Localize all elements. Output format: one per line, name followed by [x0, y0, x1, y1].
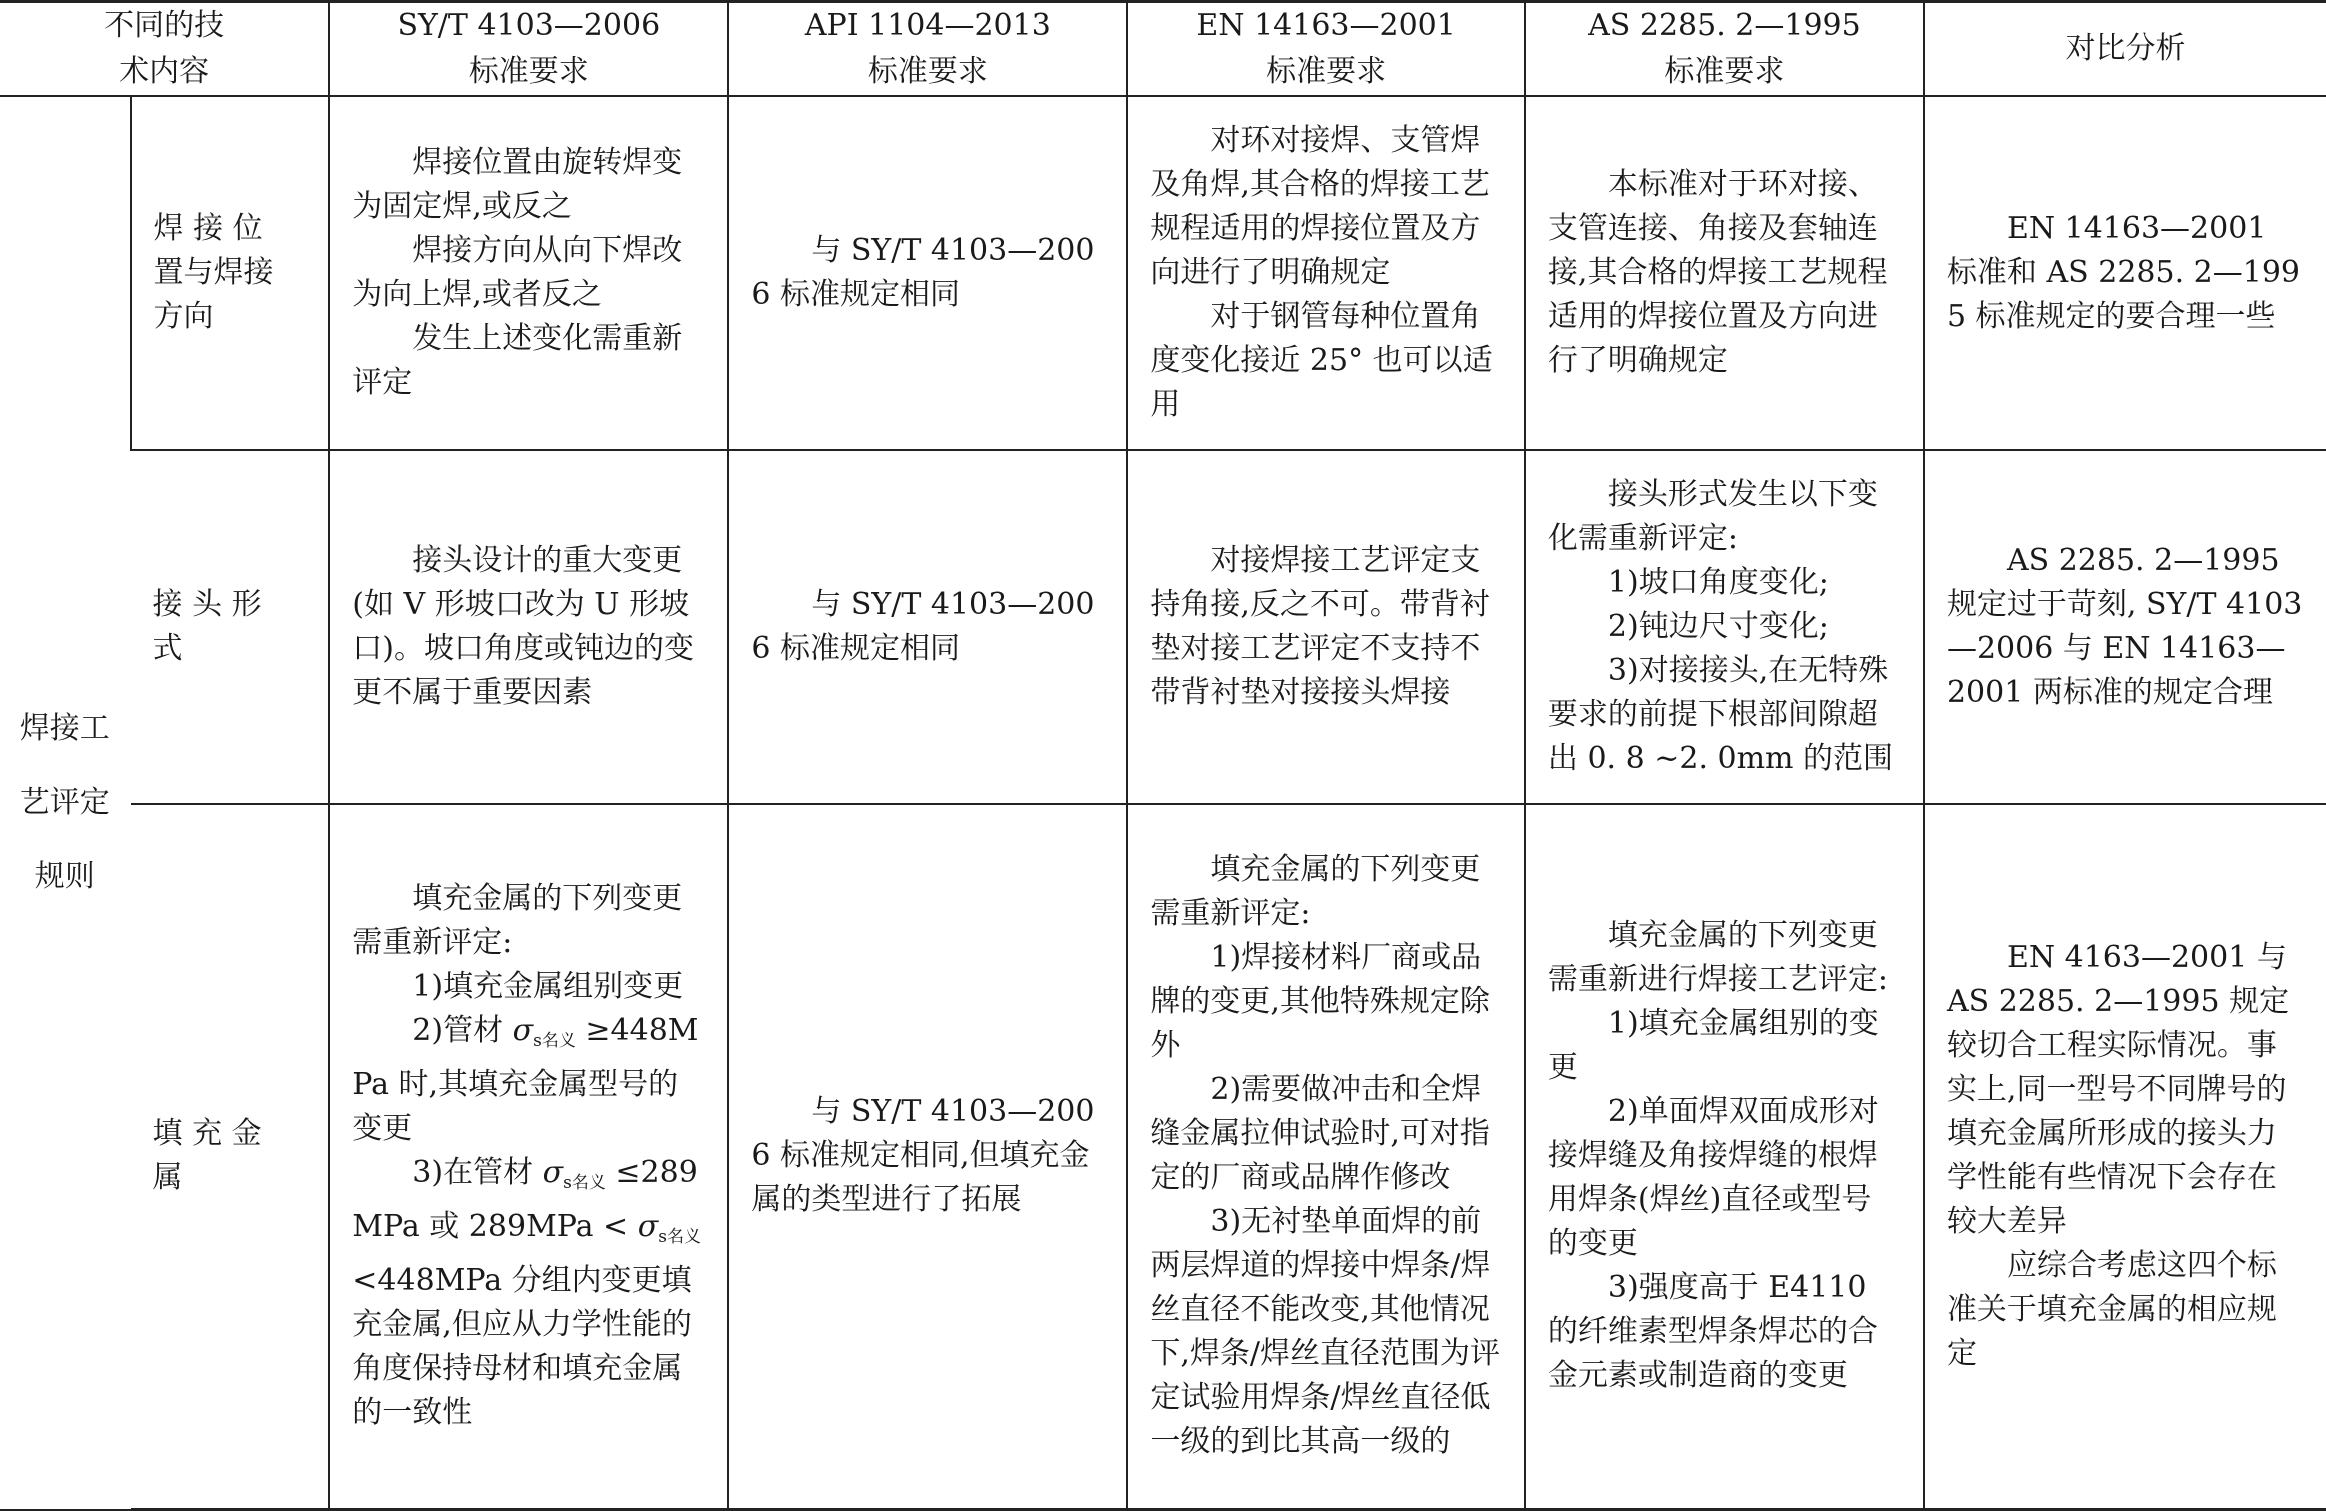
- row-label-welding-position: [131, 96, 330, 450]
- sigma-symbol: σ: [637, 1209, 659, 1245]
- cell-paragraph: EN 4163—2001 与 AS 2285. 2—1995 规定较切合工程实际情况。事实上,同一型号不同牌号的填充金属所形成的接头力学性能有些情况下会存在较大差异: [1946, 940, 2290, 1240]
- header-row: [0, 2, 2326, 97]
- cell-paragraph-sigma-2: [352, 1151, 705, 1435]
- cell-compare-joint-type: [1924, 450, 2326, 804]
- table-row-filler-metal: [0, 804, 2326, 1510]
- row-label-line: 填 充 金: [152, 1116, 262, 1152]
- cell-paragraph: 与 SY/T 4103—2006 标准规定相同,但填充金属的类型进行了拓展: [751, 1094, 1095, 1218]
- text-fragment: ≤289MPa 或 289MPa <: [352, 1155, 698, 1245]
- header-as: [1525, 2, 1924, 97]
- header-compare: [1924, 2, 2326, 97]
- cell-paragraph: 1)焊接材料厂商或品牌的变更,其他特殊规定除外: [1150, 940, 1490, 1064]
- cell-as-filler-metal: [1525, 804, 1924, 1510]
- row-label-filler-metal: [131, 804, 330, 1510]
- cell-paragraph: 对接焊接工艺评定支持角接,反之不可。带背衬垫对接工艺评定不支持不带背衬垫对接接头焊接: [1150, 542, 1490, 710]
- cell-paragraph: 2)需要做冲击和全焊缝金属拉伸试验时,可对指定的厂商或品牌作修改: [1150, 1072, 1490, 1196]
- cell-paragraph: EN 14163—2001 标准和 AS 2285. 2—1995 标准规定的要合理一些: [1946, 210, 2300, 334]
- cell-paragraph: 2)单面焊双面成形对接焊缝及角接焊缝的根焊用焊条(焊丝)直径或型号的变更: [1547, 1094, 1879, 1262]
- cell-paragraph: 本标准对于环对接、支管连接、角接及套轴连接,其合格的焊接工艺规程适用的焊接位置及方向进行了明确规定: [1547, 166, 1888, 378]
- sigma-symbol: σ: [512, 1013, 534, 1049]
- header-sy-line-2: 标准要求: [468, 54, 589, 89]
- cell-paragraph: 填充金属的下列变更需重新评定:: [1150, 852, 1481, 932]
- table-row-joint-type: [0, 450, 2326, 804]
- cell-compare-welding-position: [1924, 96, 2326, 450]
- header-topic-line-1: 不同的技: [104, 8, 225, 43]
- cell-paragraph: 接头设计的重大变更(如 V 形坡口改为 U 形坡口)。坡口角度或钝边的变更不属于重要因素: [352, 542, 695, 710]
- cell-paragraph: 发生上述变化需重新评定: [352, 320, 683, 400]
- row-label-line: 式: [152, 630, 183, 666]
- sigma-symbol: σ: [542, 1155, 564, 1191]
- cell-en-joint-type: [1127, 450, 1525, 804]
- text-fragment: 3)在管材: [412, 1155, 543, 1191]
- header-en-line-1: EN 14163—2001: [1196, 8, 1456, 43]
- header-api: [728, 2, 1127, 97]
- cell-sy-joint-type: [329, 450, 728, 804]
- cell-paragraph: 1)填充金属组别的变更: [1547, 1006, 1879, 1086]
- cell-compare-filler-metal: [1924, 804, 2326, 1510]
- cell-paragraph: 对环对接焊、支管焊及角焊,其合格的焊接工艺规程适用的焊接位置及方向进行了明确规定: [1150, 122, 1490, 290]
- group-label-cell: [0, 96, 131, 1510]
- header-api-line-2: 标准要求: [867, 54, 988, 89]
- header-topic-line-2: 术内容: [119, 54, 210, 89]
- cell-sy-filler-metal: [329, 804, 728, 1510]
- cell-paragraph: 3)无衬垫单面焊的前两层焊道的焊接中焊条/焊丝直径不能改变,其他情况下,焊条/焊丝直径范围为评定试验用焊条/焊丝直径低一级的到比其高一级的: [1150, 1204, 1501, 1460]
- sigma-subscript: s名义: [658, 1227, 701, 1248]
- cell-paragraph-sigma-1: [352, 1009, 705, 1151]
- header-sy-line-1: SY/T 4103—2006: [397, 8, 661, 43]
- sigma-subscript: s名义: [563, 1173, 606, 1194]
- cell-paragraph: 2)钝边尺寸变化;: [1607, 608, 1829, 644]
- cell-paragraph: 焊接方向从向下焊改为向上焊,或者反之: [352, 232, 683, 312]
- cell-paragraph: 与 SY/T 4103—2006 标准规定相同: [751, 232, 1095, 312]
- cell-paragraph: 3)对接接头,在无特殊要求的前提下根部间隙超出 0. 8 ~2. 0mm 的范围: [1547, 652, 1894, 776]
- cell-paragraph: 对于钢管每种位置角度变化接近 25° 也可以适用: [1150, 298, 1493, 422]
- row-label-line: 方向: [153, 298, 214, 334]
- group-label-line-2: 艺评定: [19, 784, 110, 820]
- row-label-line: 属: [152, 1160, 183, 1196]
- header-api-line-1: API 1104—2013: [804, 8, 1051, 43]
- cell-paragraph: 填充金属的下列变更需重新评定:: [352, 881, 683, 961]
- cell-paragraph: 1)填充金属组别变更: [412, 969, 684, 1005]
- cell-as-welding-position: [1525, 96, 1924, 450]
- text-fragment: ≥448MPa 时,其填充金属型号的变更: [352, 1013, 699, 1147]
- group-label-line-3: 规则: [34, 858, 95, 894]
- header-as-line-2: 标准要求: [1664, 54, 1785, 89]
- header-en-line-2: 标准要求: [1266, 54, 1387, 89]
- cell-api-welding-position: [728, 96, 1127, 450]
- cell-paragraph: 与 SY/T 4103—2006 标准规定相同: [751, 586, 1095, 666]
- text-fragment: 2)管材: [412, 1013, 513, 1049]
- cell-paragraph: 焊接位置由旋转焊变为固定焊,或反之: [352, 144, 683, 224]
- sigma-subscript: s名义: [533, 1031, 576, 1052]
- row-label-line: 接 头 形: [152, 586, 262, 622]
- cell-as-joint-type: [1525, 450, 1924, 804]
- cell-paragraph: 3)强度高于 E4110 的纤维素型焊条焊芯的合金元素或制造商的变更: [1547, 1270, 1878, 1394]
- header-sy: [329, 2, 728, 97]
- cell-en-welding-position: [1127, 96, 1525, 450]
- cell-paragraph: 填充金属的下列变更需重新进行焊接工艺评定:: [1547, 918, 1889, 998]
- row-label-joint-type: [131, 450, 330, 804]
- header-compare-label: 对比分析: [2065, 31, 2186, 66]
- cell-paragraph: AS 2285. 2—1995 规定过于苛刻, SY/T 4103—2006 与 EN 14163—2001 两标准的规定合理: [1946, 542, 2303, 710]
- header-topic: [0, 2, 329, 97]
- cell-sy-welding-position: [329, 96, 728, 450]
- cell-api-filler-metal: [728, 804, 1127, 1510]
- row-label-line: 焊 接 位: [153, 210, 263, 246]
- group-label-line-1: 焊接工: [19, 710, 110, 746]
- table-row-welding-position: [0, 96, 2326, 450]
- cell-paragraph: 应综合考虑这四个标准关于填充金属的相应规定: [1946, 1248, 2277, 1372]
- header-as-line-1: AS 2285. 2—1995: [1588, 8, 1861, 43]
- cell-paragraph: 1)坡口角度变化;: [1607, 564, 1829, 600]
- cell-api-joint-type: [728, 450, 1127, 804]
- header-en: [1127, 2, 1525, 97]
- cell-en-filler-metal: [1127, 804, 1525, 1510]
- cell-paragraph: 接头形式发生以下变化需重新评定:: [1547, 476, 1878, 556]
- text-fragment: <448MPa 分组内变更填充金属,但应从力学性能的角度保持母材和填充金属的一致性: [352, 1263, 692, 1431]
- row-label-line: 置与焊接: [153, 254, 274, 290]
